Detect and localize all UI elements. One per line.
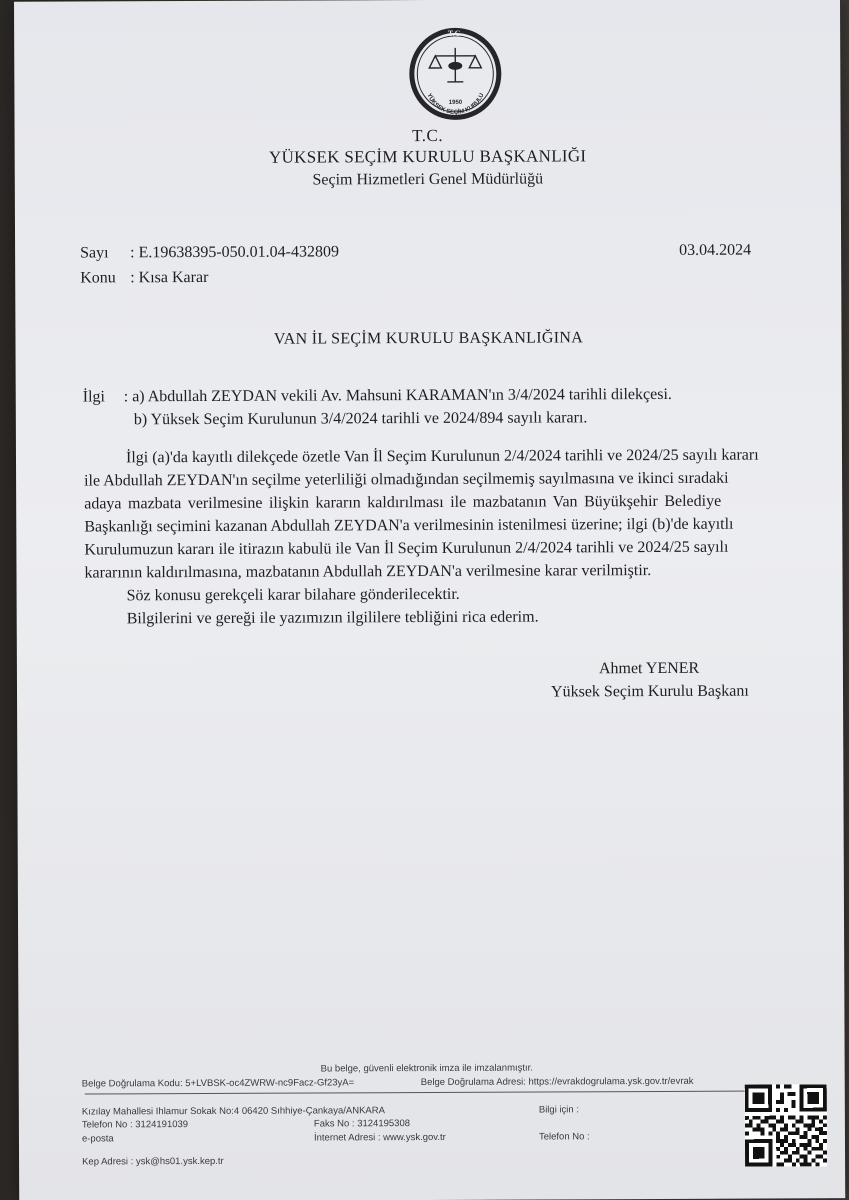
- konu-value: : Kısa Karar: [130, 268, 209, 287]
- ilgi-b: b) Yüksek Seçim Kurulunun 3/4/2024 tarihli ve 2024/894 sayılı kararı.: [133, 409, 588, 429]
- header-department: Seçim Hizmetleri Genel Müdürlüğü: [312, 170, 544, 189]
- verification-qr-code: [745, 1084, 827, 1166]
- seal-caption: T.C.: [447, 28, 463, 38]
- header-tc: T.C.: [412, 125, 444, 146]
- footer-divider: [85, 1091, 761, 1095]
- body-line-5: Kurulumuzun kararı ile itirazın kabulü ile Van İl Seçim Kurulunun 2/4/2024 tarihli ve 2024/25 sayılı: [84, 538, 729, 559]
- body-paragraph-3: Bilgilerini ve gereği ile yazımızın ilgililere tebliğini rica ederim.: [126, 608, 539, 628]
- ysk-seal-emblem: [405, 24, 505, 124]
- signatory-name: Ahmet YENER: [598, 659, 700, 678]
- body-line-6: kararının kaldırılmasına, mazbatanın Abdullah ZEYDAN'a verilmesine karar verilmiştir.: [84, 562, 652, 582]
- footer-fax: Faks No : 3124195308: [313, 1118, 411, 1130]
- document-date: 03.04.2024: [679, 241, 752, 259]
- footer-web: İnternet Adresi : www.ysk.gov.tr: [313, 1131, 446, 1144]
- body-paragraph-2: Söz konusu gerekçeli karar bilahare gönderilecektir.: [126, 585, 460, 605]
- konu-label: Konu: [80, 269, 116, 287]
- body-line-2: ile Abdullah ZEYDAN'ın seçilme yeterliliği olmadığından seçilmemiş sayılmasına ve ikinci sıradaki: [84, 469, 729, 490]
- footer-email: e-posta: [81, 1133, 114, 1145]
- sayi-value: : E.19638395-050.01.04-432809: [130, 243, 340, 262]
- footer-address: Kızılay Mahallesi Ihlamur Sokak No:4 06420 Sıhhiye-Çankaya/ANKARA: [81, 1105, 385, 1118]
- footer-kep: Kep Adresi : ysk@hs01.ysk.kep.tr: [82, 1155, 224, 1168]
- seal-year: 1950: [448, 99, 463, 106]
- esign-note: Bu belge, güvenli elektronik imza ile imzalanmıştır.: [320, 1062, 533, 1075]
- verify-address: Belge Doğrulama Adresi: https://evrakdogrulama.ysk.gov.tr/evrak: [420, 1075, 694, 1089]
- footer-phone: Telefon No : 3124191039: [81, 1119, 189, 1131]
- recipient-line: VAN İL SEÇİM KURULU BAŞKANLIĞINA: [273, 329, 584, 348]
- signatory-title: Yüksek Seçim Kurulu Başkanı: [550, 682, 749, 701]
- sayi-label: Sayı: [80, 244, 109, 262]
- seal-ring-text: YÜKSEK SEÇİM KURULU: [425, 92, 486, 116]
- document-page: [14, 0, 845, 1200]
- footer-info-phone: Telefon No :: [538, 1131, 590, 1143]
- verify-code: Belge Doğrulama Kodu: 5+LVBSK-oc4ZWRW-nc9Facz-Gf23yA=: [81, 1077, 355, 1090]
- body-line-1: İlgi (a)'da kayıtlı dilekçede özetle Van İl Seçim Kurulunun 2/4/2024 tarihli ve 2024/25 sayılı kararı: [125, 446, 759, 467]
- ilgi-a: : a) Abdullah ZEYDAN vekili Av. Mahsuni KARAMAN'ın 3/4/2024 tarihli dilekçesi.: [123, 385, 672, 406]
- header-institution: YÜKSEK SEÇİM KURULU BAŞKANLIĞI: [268, 146, 587, 167]
- footer-info-for: Bilgi için :: [538, 1104, 579, 1116]
- body-line-3: adaya mazbata verilmesine ilişkin kararın kaldırılması ile mazbatanın Van Büyükşehir Belediye: [84, 492, 722, 513]
- ilgi-label: İlgi: [82, 388, 105, 406]
- body-line-4: Başkanlığı seçimini kazanan Abdullah ZEYDAN'a verilmesinin istenilmesi üzerine; ilgi (b)'de kayıtlı: [84, 515, 734, 536]
